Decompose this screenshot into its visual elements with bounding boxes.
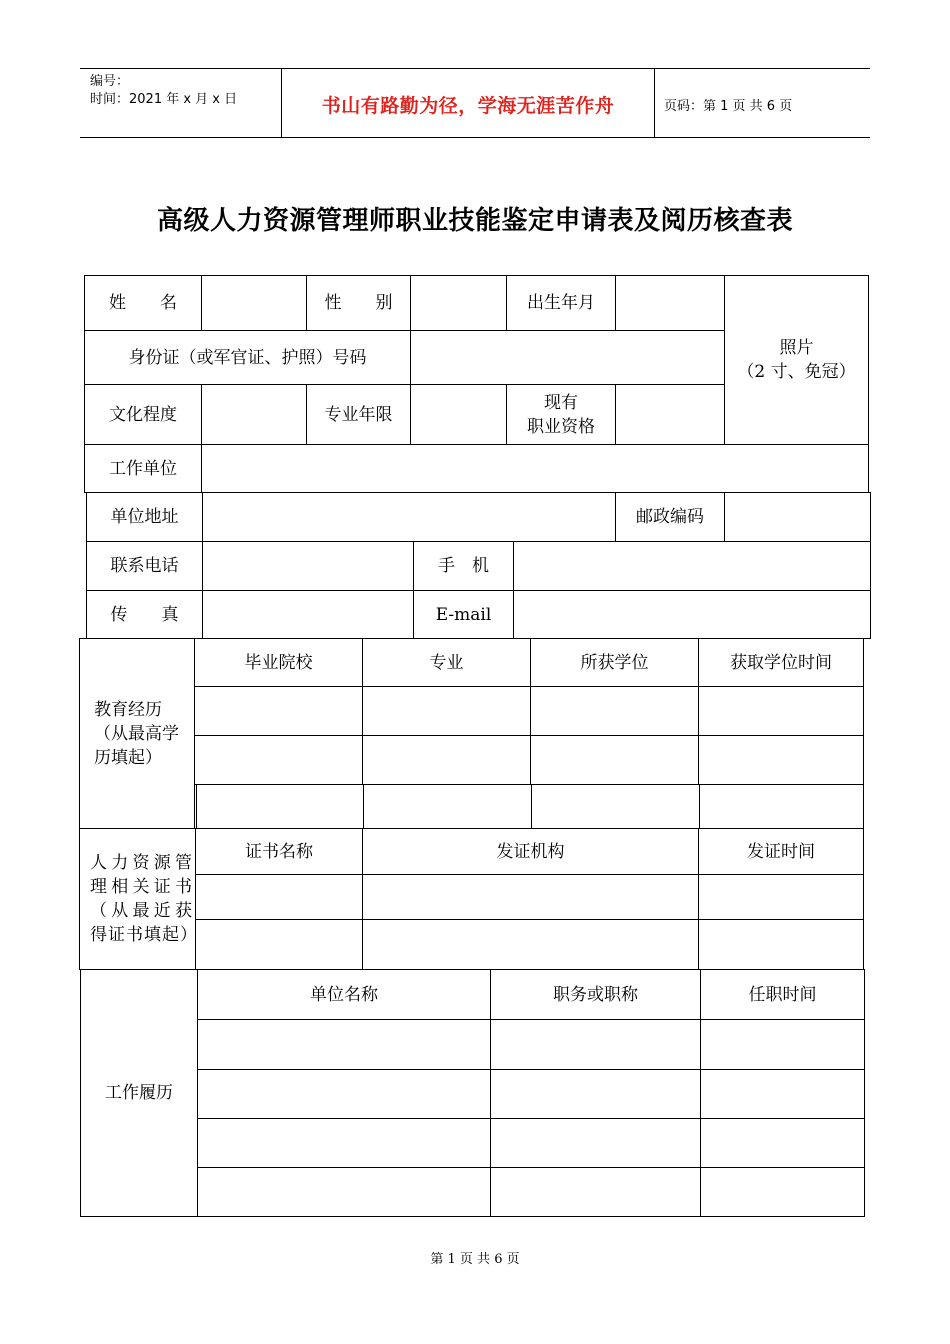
certificates-header-time: 发证时间 xyxy=(698,828,864,875)
work-side-label: 工作履历 xyxy=(80,969,198,1217)
certificates-header-name: 证书名称 xyxy=(195,828,363,875)
education-cell[interactable] xyxy=(196,784,364,829)
work-cell[interactable] xyxy=(197,1167,491,1217)
education-cell[interactable] xyxy=(530,686,699,736)
work-cell[interactable] xyxy=(197,1118,491,1168)
gender-label: 性 别 xyxy=(306,275,411,331)
name-label: 姓 名 xyxy=(84,275,202,331)
education-cell[interactable] xyxy=(531,784,700,829)
work-cell[interactable] xyxy=(197,1019,491,1070)
qualification-field[interactable] xyxy=(615,384,725,445)
page-footer: 第 1 页 共 6 页 xyxy=(430,1252,520,1267)
header-divider xyxy=(654,69,655,137)
photo-label: 照片 xyxy=(779,338,814,358)
header-meta xyxy=(90,73,237,109)
education-cell[interactable] xyxy=(362,686,531,736)
work-cell[interactable] xyxy=(490,1167,701,1217)
employer-field[interactable] xyxy=(201,444,869,493)
fax-label: 传 真 xyxy=(86,590,203,639)
education-level-label: 文化程度 xyxy=(84,384,202,445)
header-page-info: 页码：第 1 页 共 6 页 xyxy=(664,99,793,114)
education-cell[interactable] xyxy=(194,735,363,785)
work-cell[interactable] xyxy=(490,1019,701,1070)
mobile-label: 手 机 xyxy=(413,541,514,591)
photo-box[interactable] xyxy=(724,275,869,445)
header-motto: 书山有路勤为径，学海无涯苦作舟 xyxy=(321,95,615,117)
certificates-cell[interactable] xyxy=(362,874,699,920)
photo-note: （2 寸、免冠） xyxy=(737,362,856,382)
education-side-label: 教育经历 （从最高学 历填起） xyxy=(79,638,195,829)
qualification-label: 现有 职业资格 xyxy=(506,384,616,445)
document-title: 高级人力资源管理师职业技能鉴定申请表及阅历核查表 xyxy=(156,206,793,236)
professional-years-field[interactable] xyxy=(410,384,507,445)
work-cell[interactable] xyxy=(700,1069,865,1119)
education-cell[interactable] xyxy=(362,735,531,785)
work-cell[interactable] xyxy=(700,1118,865,1168)
gender-field[interactable] xyxy=(410,275,507,331)
document-number: 编号： xyxy=(90,74,130,89)
education-cell[interactable] xyxy=(699,784,864,829)
postcode-label: 邮政编码 xyxy=(615,492,725,542)
employer-label: 工作单位 xyxy=(84,444,202,493)
certificates-side-label: 人力资源管理相关证书（从最近获得证书填起） xyxy=(79,828,196,970)
certificates-cell[interactable] xyxy=(698,874,864,920)
phone-field[interactable] xyxy=(202,541,414,591)
mobile-field[interactable] xyxy=(513,541,871,591)
work-header-employer: 单位名称 xyxy=(197,969,491,1020)
address-field[interactable] xyxy=(202,492,616,542)
phone-label: 联系电话 xyxy=(86,541,203,591)
page-header xyxy=(80,68,870,138)
work-cell[interactable] xyxy=(700,1167,865,1217)
education-cell[interactable] xyxy=(698,735,864,785)
education-cell[interactable] xyxy=(698,686,864,736)
work-cell[interactable] xyxy=(490,1069,701,1119)
id-number-field[interactable] xyxy=(410,330,725,385)
work-header-time: 任职时间 xyxy=(700,969,865,1020)
work-header-position: 职务或职称 xyxy=(490,969,701,1020)
email-field[interactable] xyxy=(513,590,871,639)
certificates-cell[interactable] xyxy=(195,919,363,970)
id-number-label: 身份证（或军官证、护照）号码 xyxy=(84,330,411,385)
postcode-field[interactable] xyxy=(724,492,871,542)
education-cell[interactable] xyxy=(194,686,363,736)
education-cell[interactable] xyxy=(363,784,532,829)
certificates-cell[interactable] xyxy=(195,874,363,920)
email-label: E-mail xyxy=(413,590,514,639)
address-label: 单位地址 xyxy=(86,492,203,542)
education-header-major: 专业 xyxy=(362,638,531,687)
education-header-school: 毕业院校 xyxy=(194,638,363,687)
certificates-header-issuer: 发证机构 xyxy=(362,828,699,875)
work-cell[interactable] xyxy=(700,1019,865,1070)
name-field[interactable] xyxy=(201,275,307,331)
education-header-degree: 所获学位 xyxy=(530,638,699,687)
education-cell[interactable] xyxy=(530,735,699,785)
certificates-cell[interactable] xyxy=(362,919,699,970)
document-time: 时间：2021 年 x 月 x 日 xyxy=(90,92,238,107)
birth-label: 出生年月 xyxy=(506,275,616,331)
education-level-field[interactable] xyxy=(201,384,307,445)
work-cell[interactable] xyxy=(490,1118,701,1168)
birth-field[interactable] xyxy=(615,275,725,331)
certificates-cell[interactable] xyxy=(698,919,864,970)
fax-field[interactable] xyxy=(202,590,414,639)
professional-years-label: 专业年限 xyxy=(306,384,411,445)
education-header-time: 获取学位时间 xyxy=(698,638,864,687)
work-cell[interactable] xyxy=(197,1069,491,1119)
